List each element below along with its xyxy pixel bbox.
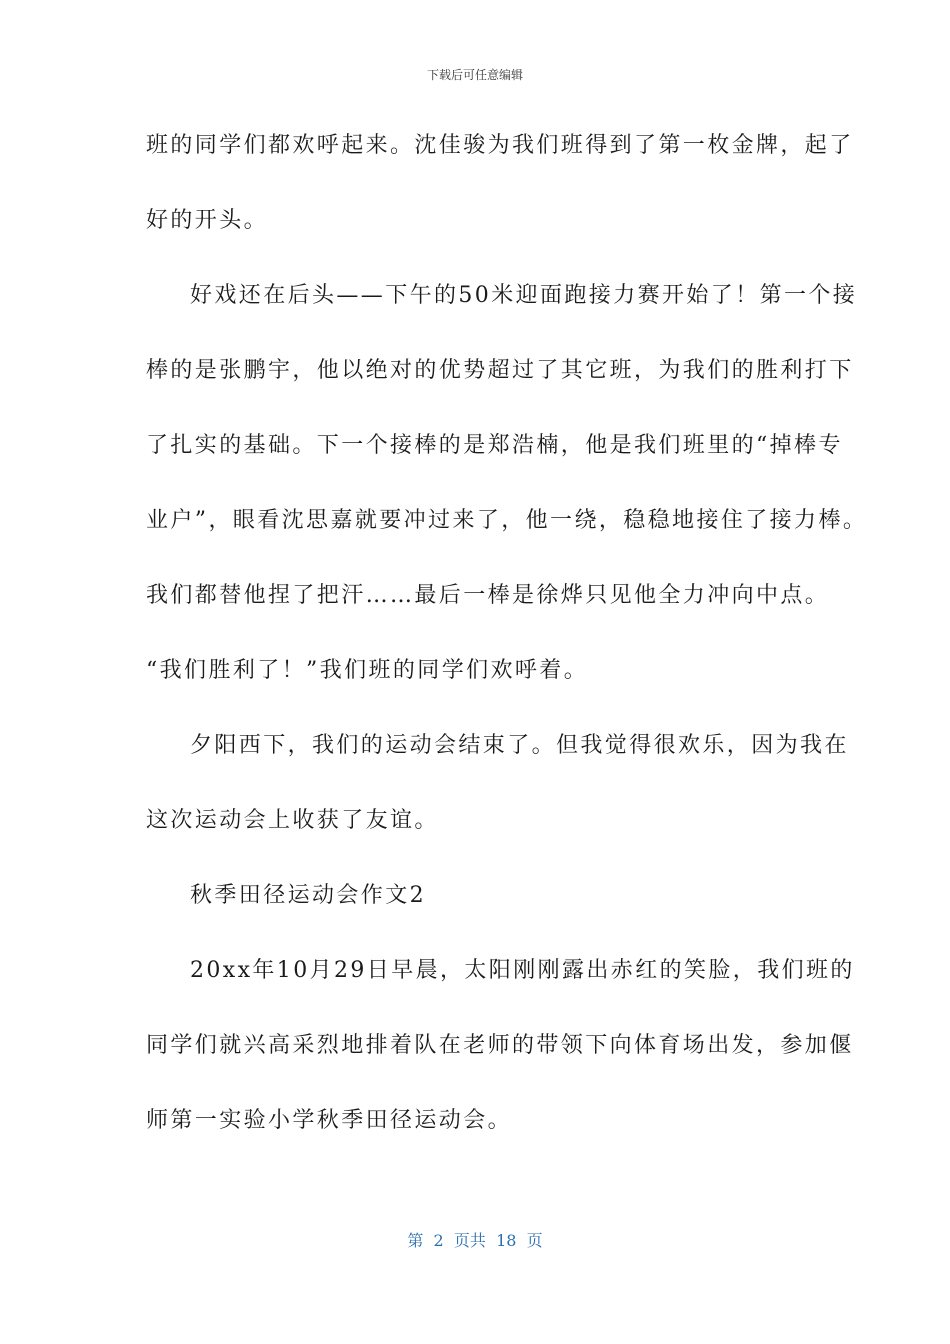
section-heading: 秋季田径运动会作文2 <box>190 883 426 908</box>
paragraph-line: 夕阳西下，我们的运动会结束了。但我觉得很欢乐，因为我在 <box>190 733 849 758</box>
paragraph-line: 20xx年10月29日早晨，太阳刚刚露出赤红的笑脸，我们班的 <box>190 958 855 983</box>
paragraph-line: 好戏还在后头——下午的50米迎面跑接力赛开始了！第一个接 <box>190 283 858 308</box>
paragraph-line: “我们胜利了！”我们班的同学们欢呼着。 <box>146 658 589 683</box>
paragraph-line: 这次运动会上收获了友谊。 <box>146 808 439 833</box>
paragraph-line: 我们都替他捏了把汗……最后一棒是徐烨只见他全力冲向中点。 <box>146 583 830 608</box>
paragraph-line: 棒的是张鹏宇，他以绝对的优势超过了其它班，为我们的胜利打下 <box>146 358 854 383</box>
paragraph-line: 好的开头。 <box>146 208 269 233</box>
page-header: 下载后可任意编辑 <box>426 68 523 82</box>
paragraph-line: 业户”，眼看沈思嘉就要冲过来了，他一绕，稳稳地接住了接力棒。 <box>146 508 868 533</box>
paragraph-line: 班的同学们都欢呼起来。沈佳骏为我们班得到了第一枚金牌，起了 <box>146 133 854 158</box>
paragraph-line: 同学们就兴高采烈地排着队在老师的带领下向体育场出发，参加偃 <box>146 1033 854 1058</box>
page-number-footer: 第 2 页共 18 页 <box>407 1231 543 1250</box>
paragraph-line: 师第一实验小学秋季田径运动会。 <box>146 1108 513 1133</box>
paragraph-line: 了扎实的基础。下一个接棒的是郑浩楠，他是我们班里的“掉棒专 <box>146 433 843 458</box>
